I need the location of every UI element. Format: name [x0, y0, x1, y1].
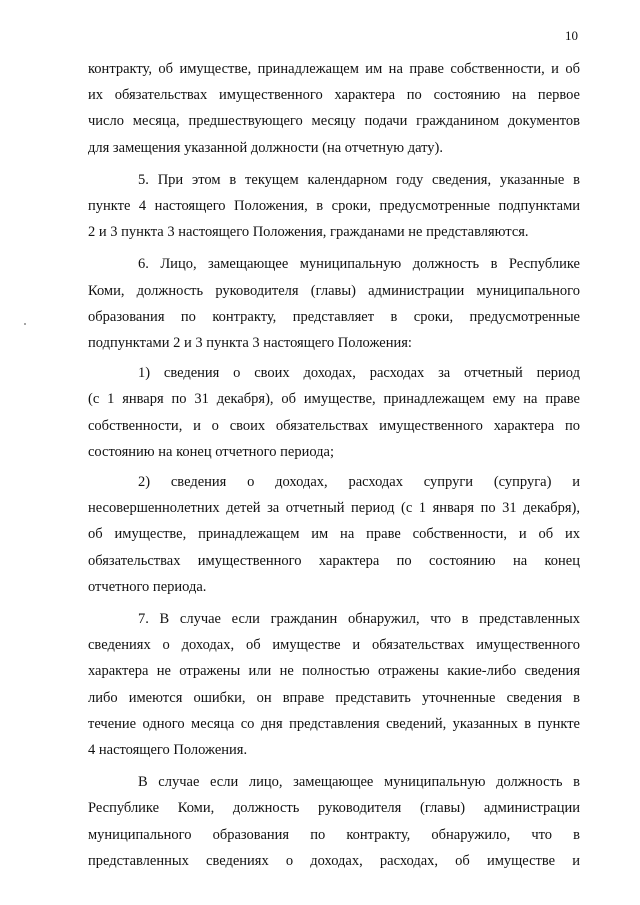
paragraph-p7 — [88, 606, 580, 763]
text-line: образования по контракту, представляет в сроки, предусмотренные — [88, 308, 580, 325]
text-line: состоянию на конец отчетного периода; — [88, 443, 335, 460]
text-line: отчетного периода. — [88, 578, 207, 595]
paragraph-p6 — [88, 251, 580, 356]
text-line: Республике Коми, должность руководителя (главы) администрации — [88, 800, 580, 817]
text-line: характера не отражены или не полностью отражены какие-либо сведения — [88, 663, 580, 680]
text-line: В случае если лицо, замещающее муниципальную должность в — [138, 774, 580, 791]
page-number: 10 — [565, 28, 578, 43]
text-line: сведениях о доходах, об имуществе и обязательствах имущественного — [88, 637, 580, 654]
paragraph-p6-1 — [88, 360, 580, 465]
text-line: Коми, должность руководителя (главы) администрации муниципального — [88, 282, 580, 299]
text-line: 7. В случае если гражданин обнаружил, что в представленных — [138, 611, 580, 628]
text-line: либо имеются ошибки, он вправе представить уточненные сведения в — [88, 689, 580, 706]
text-line: их обязательствах имущественного характера по состоянию на первое — [88, 87, 580, 104]
text-line: число месяца, предшествующего месяцу подачи гражданином документов — [88, 113, 580, 130]
text-line: 2) сведения о доходах, расходах супруги (супруга) и — [138, 474, 580, 491]
text-line: об имуществе, принадлежащем им на праве собственности, и об их — [88, 526, 580, 543]
text-line: обязательствах имущественного характера по состоянию на конец — [88, 552, 580, 569]
text-line: несовершеннолетних детей за отчетный период (с 1 января по 31 декабря), — [88, 500, 580, 517]
text-line: пункте 4 настоящего Положения, в сроки, предусмотренные подпунктами — [88, 198, 580, 215]
scan-speck — [24, 323, 26, 325]
text-line: контракту, об имуществе, принадлежащем им на праве собственности, и об — [88, 61, 580, 77]
paragraph-p5 — [88, 167, 580, 246]
text-line: для замещения указанной должности (на отчетную дату). — [88, 139, 444, 156]
text-line: (с 1 января по 31 декабря), об имуществе, принадлежащем ему на праве — [88, 391, 580, 408]
text-line: 1) сведения о своих доходах, расходах за отчетный период — [138, 365, 580, 382]
text-line: собственности, и о своих обязательствах имущественного характера по — [88, 417, 580, 434]
paragraph-p6-2 — [88, 469, 580, 600]
paragraph-p8 — [88, 769, 580, 874]
text-line: представленных сведениях о доходах, расходах, об имуществе и — [88, 852, 580, 869]
text-line: 2 и 3 пункта 3 настоящего Положения, гражданами не представляются. — [88, 224, 529, 241]
text-line: 4 настоящего Положения. — [88, 742, 248, 759]
text-line: течение одного месяца со дня представления сведений, указанных в пункте — [88, 715, 580, 732]
document-body — [88, 56, 580, 874]
text-line: 5. При этом в текущем календарном году сведения, указанные в — [138, 171, 580, 188]
text-line: 6. Лицо, замещающее муниципальную должность в Республике — [138, 256, 580, 273]
text-line: муниципального образования по контракту, обнаружило, что в — [88, 826, 580, 843]
paragraph-cont — [88, 56, 580, 161]
text-line: подпунктами 2 и 3 пункта 3 настоящего Положения: — [88, 335, 412, 352]
